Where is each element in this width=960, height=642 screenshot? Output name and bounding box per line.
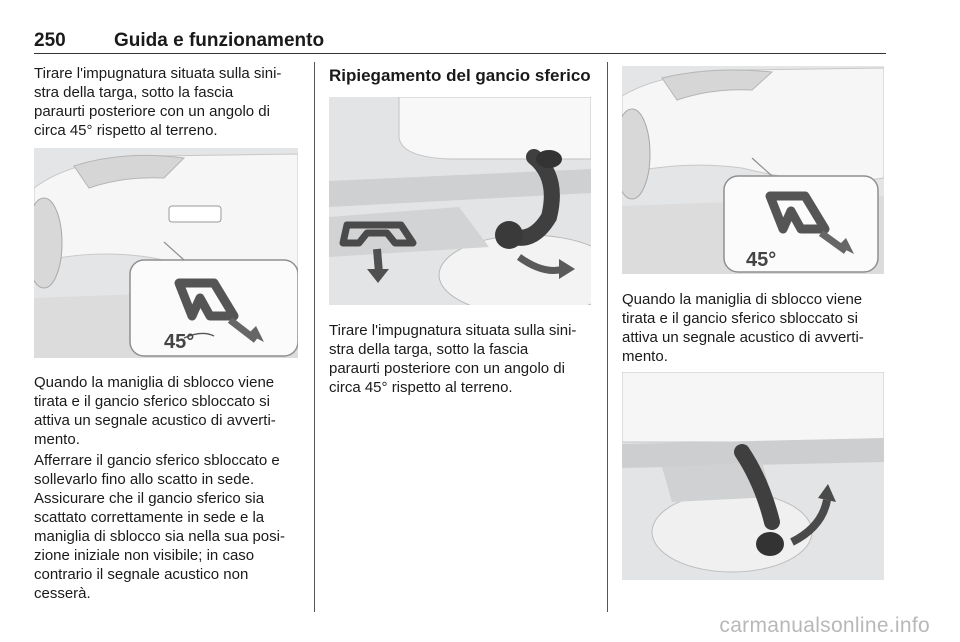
col1-check-instruction: Assicurare che il gancio sferico sia scattato correttamente in sede e la maniglia di sblocco sia nella sua posi- zione iniziale non visibile; in caso contrario il segnale acustico non cesserà.: [34, 490, 285, 602]
figure-car-rear-release-handle-2: [622, 66, 884, 274]
col2-instruction-text: Tirare l'impugnatura situata sulla sini- stra della targa, sotto la fascia paraurti posteriore con un angolo di circa 45° rispetto al terreno.: [329, 322, 577, 396]
col3-warning-text: Quando la maniglia di sblocco viene tirata e il gancio sferico sbloccato si attiva un segnale acustico di avverti- mento.: [622, 291, 864, 365]
figure-towbar-folding: [329, 97, 591, 305]
figure-towbar-lift: [622, 372, 884, 580]
section-title: Guida e funzionamento: [114, 30, 325, 51]
col1-lift-instruction: Afferrare il gancio sferico sbloccato e sollevarlo fino allo scatto in sede.: [34, 452, 280, 488]
car-rear-illustration: [34, 148, 298, 358]
car-rear-illustration-2: [622, 66, 884, 274]
angle-label-2: 45°: [746, 249, 777, 271]
col1-warning-text: Quando la maniglia di sblocco viene tirata e il gancio sferico sbloccato si attiva un segnale acustico di avverti- mento.: [34, 374, 276, 448]
page-number: 250: [34, 30, 66, 51]
col1-instruction-text: Tirare l'impugnatura situata sulla sini- stra della targa, sotto la fascia paraurti posteriore con un angolo di circa 45° rispetto al terreno.: [34, 65, 282, 139]
column-divider-1: [314, 62, 315, 612]
page-header: [34, 30, 886, 52]
towbar-lift-illustration: [622, 372, 884, 580]
towbar-illustration: [329, 97, 591, 305]
figure-car-rear-release-handle: [34, 148, 298, 358]
watermark: carmanualsonline.info: [719, 614, 930, 637]
column-divider-2: [607, 62, 608, 612]
section-heading: Ripiegamento del gancio sferico: [329, 66, 591, 85]
angle-label: 45°: [164, 331, 195, 353]
header-rule: [34, 53, 886, 54]
